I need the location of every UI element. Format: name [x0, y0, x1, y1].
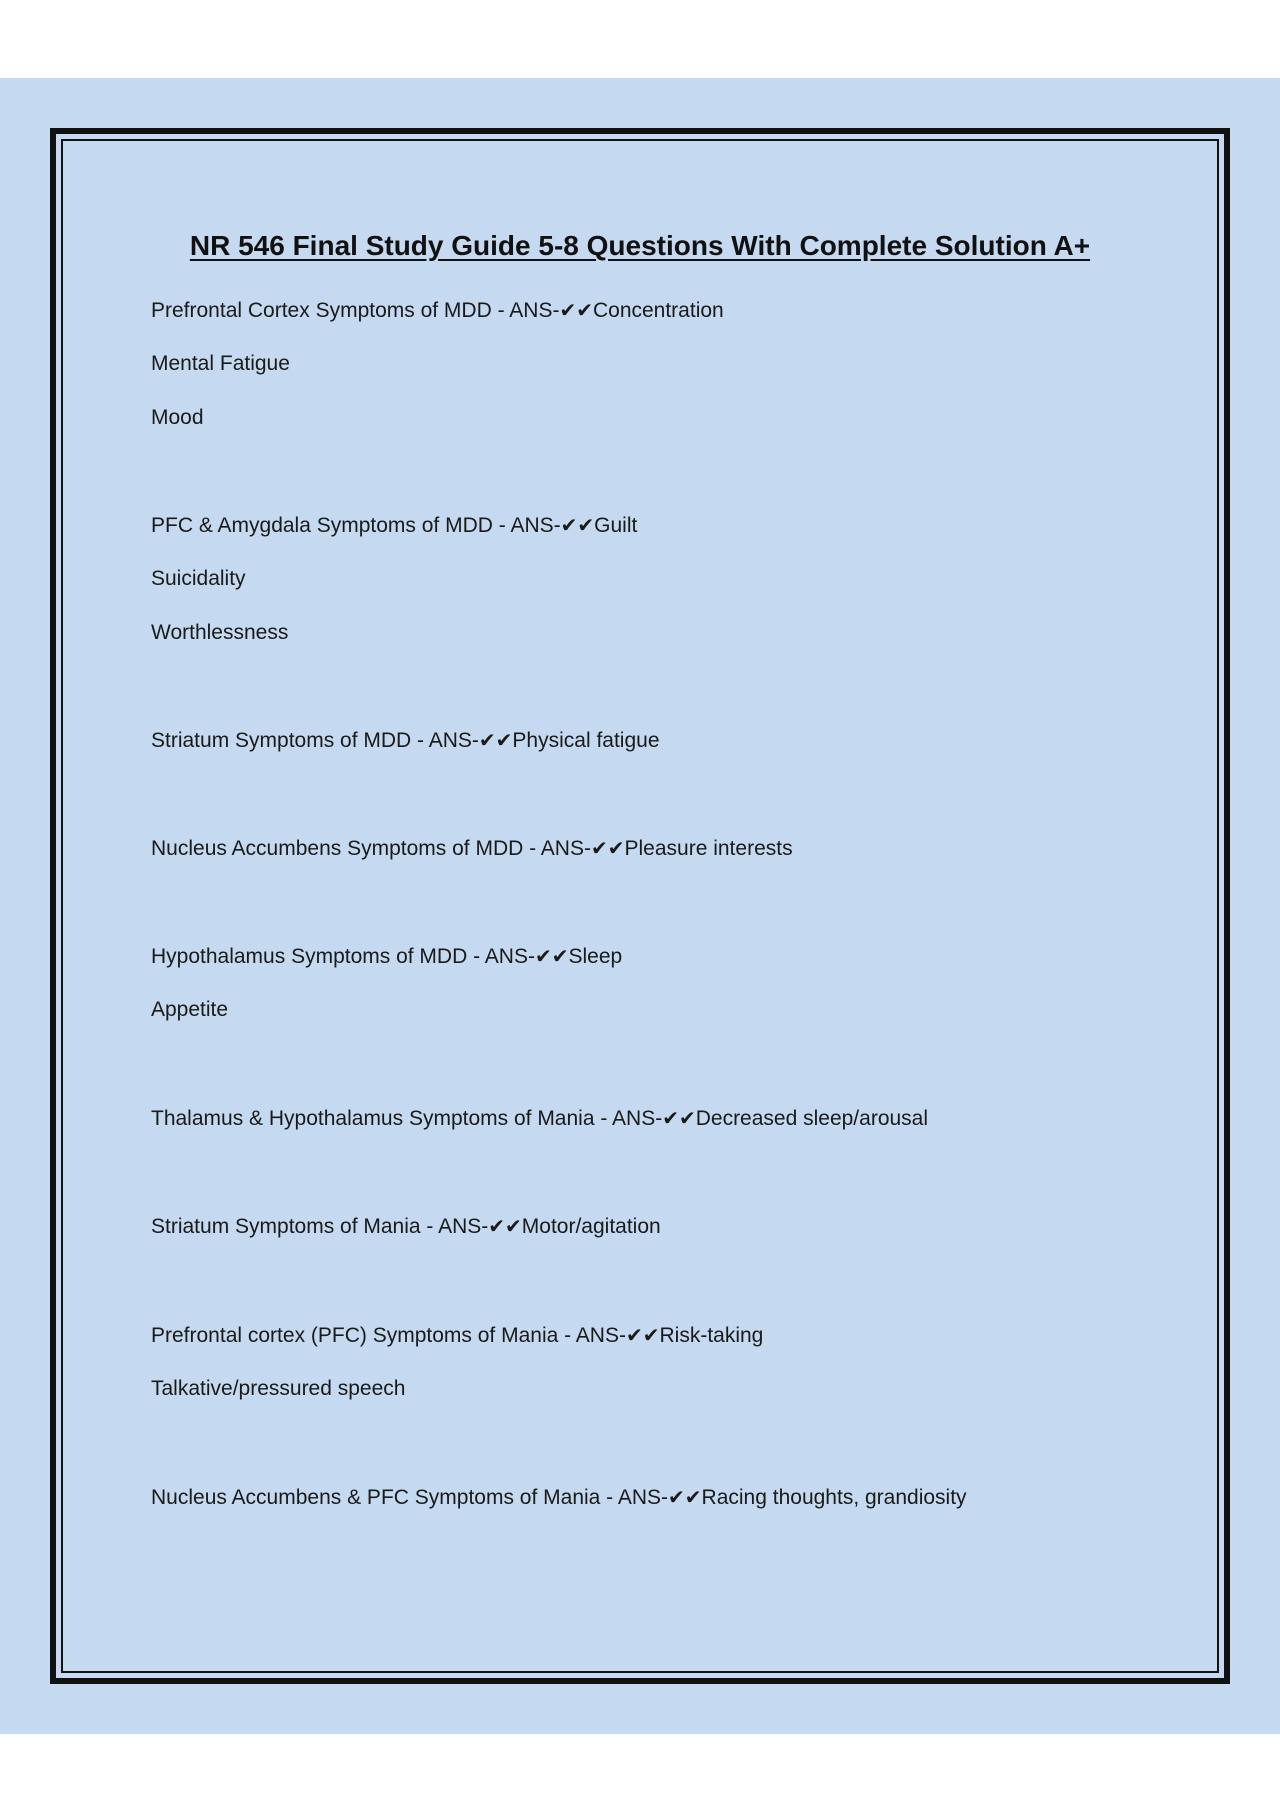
answer-separator: - ANS- [492, 514, 561, 537]
answer-text: Risk-taking [659, 1324, 764, 1347]
continuation-line: Mood [151, 406, 204, 429]
question-text: Striatum Symptoms of MDD [151, 729, 412, 752]
qa-line [151, 1485, 967, 1510]
double-check-icon: ✔✔ [590, 836, 625, 860]
qa-line [151, 1106, 928, 1131]
continuation-line: Mental Fatigue [151, 352, 290, 375]
double-check-icon: ✔✔ [662, 1106, 696, 1130]
qa-line [151, 944, 622, 969]
qa-line [151, 836, 793, 861]
qa-line [151, 1323, 763, 1348]
answer-separator: - ANS- [491, 299, 560, 322]
double-check-icon: ✔✔ [488, 1214, 522, 1238]
continuation-line: Appetite [151, 998, 229, 1021]
answer-text: Physical fatigue [512, 729, 660, 752]
qa-line [151, 1214, 661, 1239]
question-text: Nucleus Accumbens & PFC Symptoms of Mania [151, 1486, 601, 1509]
answer-separator: - ANS- [420, 1215, 489, 1238]
answer-text: Concentration [592, 299, 724, 322]
double-check-icon: ✔✔ [668, 1485, 702, 1509]
question-text: PFC & Amygdala Symptoms of MDD [151, 514, 493, 537]
qa-line [151, 728, 660, 753]
double-check-icon: ✔✔ [559, 298, 593, 322]
continuation-line: Worthlessness [151, 621, 289, 644]
answer-separator: - ANS- [467, 945, 535, 968]
answer-separator: - ANS- [523, 837, 591, 860]
answer-text: Motor/agitation [521, 1215, 661, 1238]
answer-text: Racing thoughts, grandiosity [701, 1486, 967, 1509]
answer-separator: - ANS- [411, 729, 479, 752]
double-check-icon: ✔✔ [534, 944, 569, 968]
document-title: NR 546 Final Study Guide 5-8 Questions With Complete Solution A+ [189, 230, 1091, 261]
qa-line [151, 513, 637, 538]
question-text: Nucleus Accumbens Symptoms of MDD [151, 837, 524, 860]
qa-line [151, 298, 724, 323]
continuation-line: Talkative/pressured speech [151, 1377, 406, 1400]
answer-separator: - ANS- [558, 1324, 626, 1347]
answer-separator: - ANS- [594, 1107, 663, 1130]
answer-separator: - ANS- [600, 1486, 669, 1509]
answer-text: Guilt [594, 514, 638, 537]
question-text: Prefrontal Cortex Symptoms of MDD [151, 299, 492, 322]
double-check-icon: ✔✔ [478, 728, 513, 752]
continuation-line: Suicidality [151, 567, 246, 590]
double-check-icon: ✔✔ [560, 513, 595, 537]
double-check-icon: ✔✔ [625, 1323, 660, 1347]
question-text: Thalamus & Hypothalamus Symptoms of Mania [151, 1107, 595, 1130]
answer-text: Pleasure interests [624, 837, 793, 860]
question-text: Striatum Symptoms of Mania [151, 1215, 421, 1238]
answer-text: Sleep [568, 945, 623, 968]
question-text: Prefrontal cortex (PFC) Symptoms of Mania [151, 1324, 559, 1347]
question-text: Hypothalamus Symptoms of MDD [151, 945, 468, 968]
answer-text: Decreased sleep/arousal [695, 1107, 929, 1130]
